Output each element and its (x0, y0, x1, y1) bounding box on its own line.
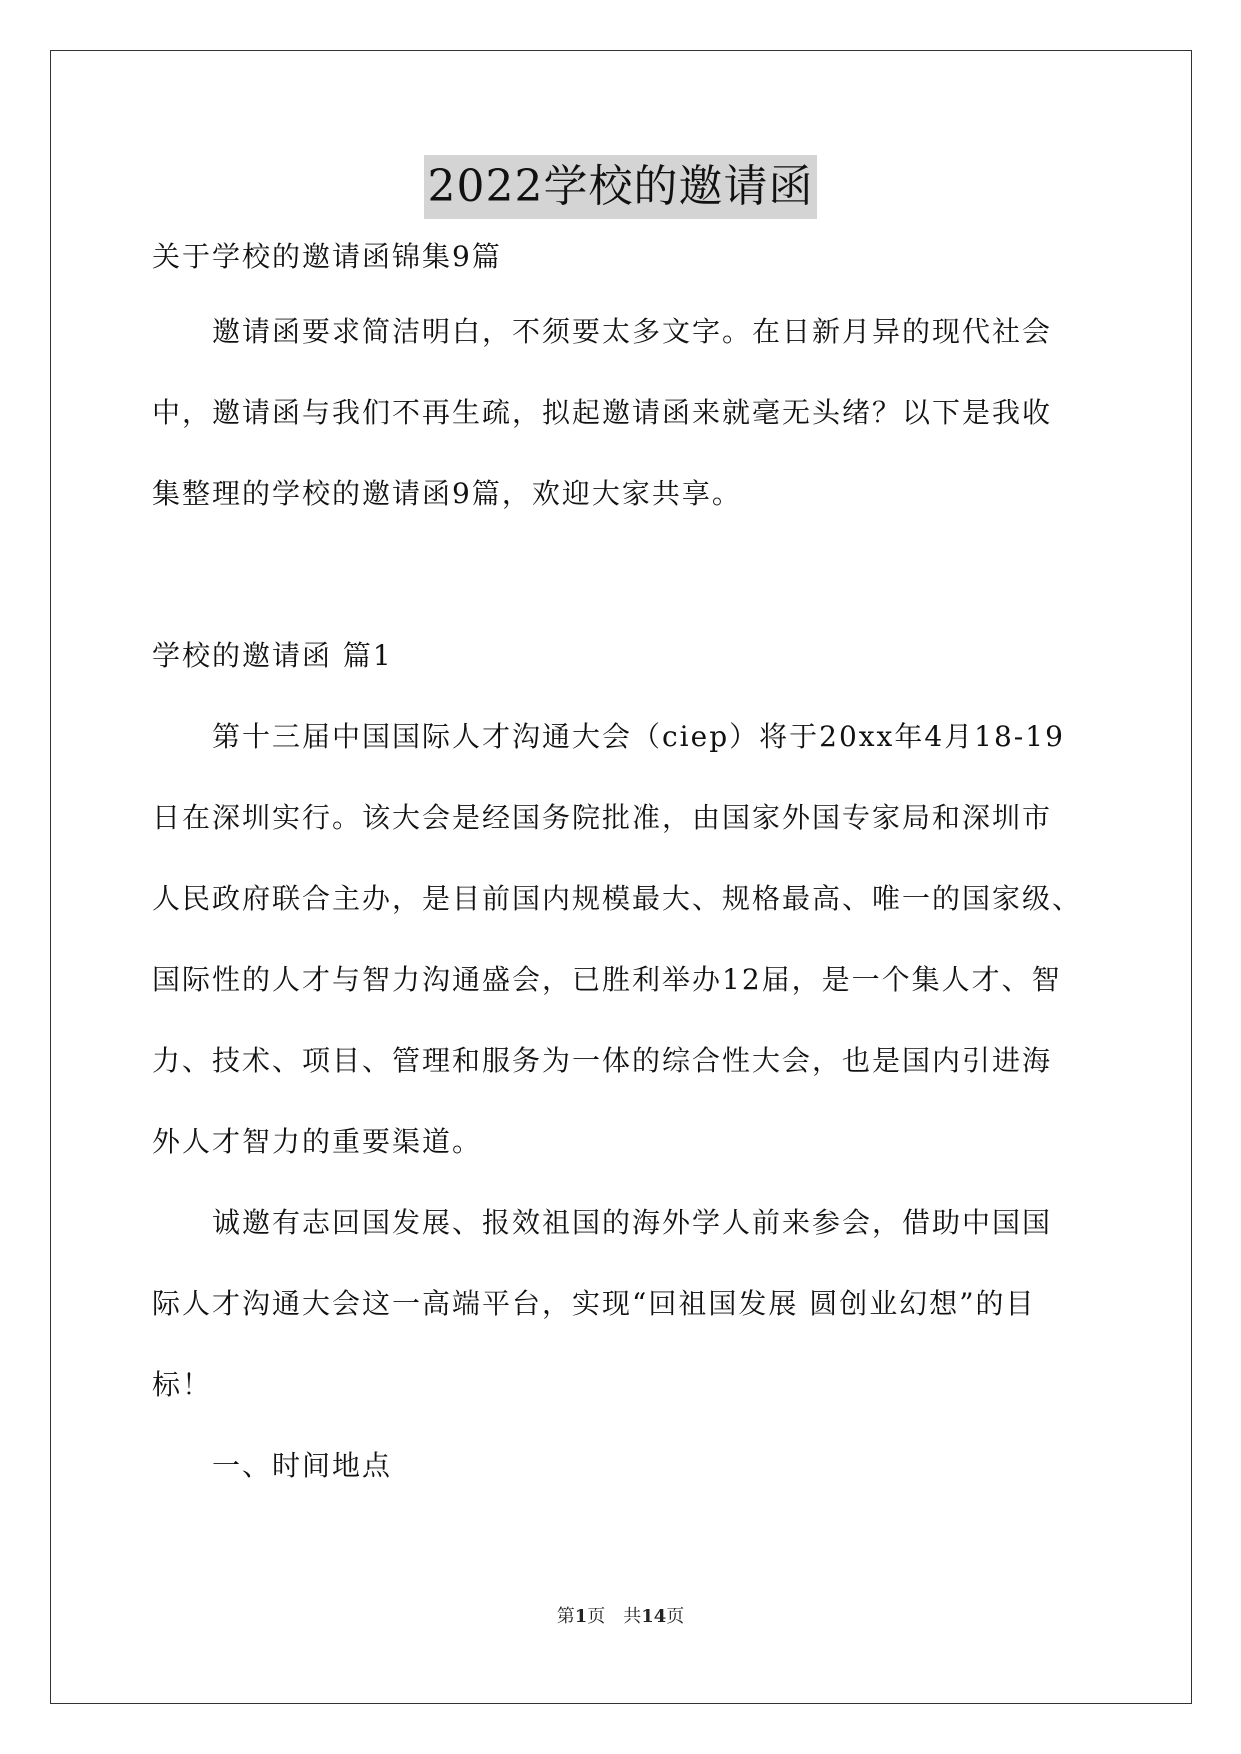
footer-mid: 页 共 (587, 1606, 642, 1627)
footer-page-total: 14 (641, 1606, 667, 1627)
para1-line-6: 外人才智力的重要渠道。 (152, 1125, 483, 1158)
para2-line-3: 标！ (152, 1368, 213, 1401)
para1-line-5: 力、技术、项目、管理和服务为一体的综合性大会，也是国内引进海 (152, 1044, 1053, 1077)
intro-line-2: 中，邀请函与我们不再生疏，拟起邀请函来就毫无头绪？以下是我收 (152, 396, 1053, 429)
page-footer (0, 1605, 1241, 1629)
section-heading: 学校的邀请函 篇1 (152, 639, 393, 672)
footer-prefix: 第 (556, 1606, 575, 1627)
footer-suffix: 页 (666, 1606, 685, 1627)
para1-line-3: 人民政府联合主办，是目前国内规模最大、规格最高、唯一的国家级、 (152, 882, 1083, 915)
intro-line-3: 集整理的学校的邀请函9篇，欢迎大家共享。 (152, 477, 742, 510)
para1-line-4: 国际性的人才与智力沟通盛会，已胜利举办12届，是一个集人才、智 (152, 963, 1062, 996)
document-title: 2022学校的邀请函 (424, 155, 818, 219)
para2-line-1: 诚邀有志回国发展、报效祖国的海外学人前来参会，借助中国国 (152, 1206, 1053, 1239)
footer-page-current: 1 (574, 1606, 588, 1627)
title-container (0, 155, 1241, 219)
document-subtitle: 关于学校的邀请函锦集9篇 (152, 240, 502, 273)
item-heading: 一、时间地点 (152, 1449, 393, 1482)
para2-line-2: 际人才沟通大会这一高端平台，实现“回祖国发展 圆创业幻想”的目 (152, 1287, 1036, 1320)
para1-line-2: 日在深圳实行。该大会是经国务院批准，由国家外国专家局和深圳市 (152, 801, 1053, 834)
para1-line-1: 第十三届中国国际人才沟通大会（ciep）将于20xx年4月18-19 (152, 720, 1065, 753)
intro-line-1: 邀请函要求简洁明白，不须要太多文字。在日新月异的现代社会 (152, 315, 1053, 348)
